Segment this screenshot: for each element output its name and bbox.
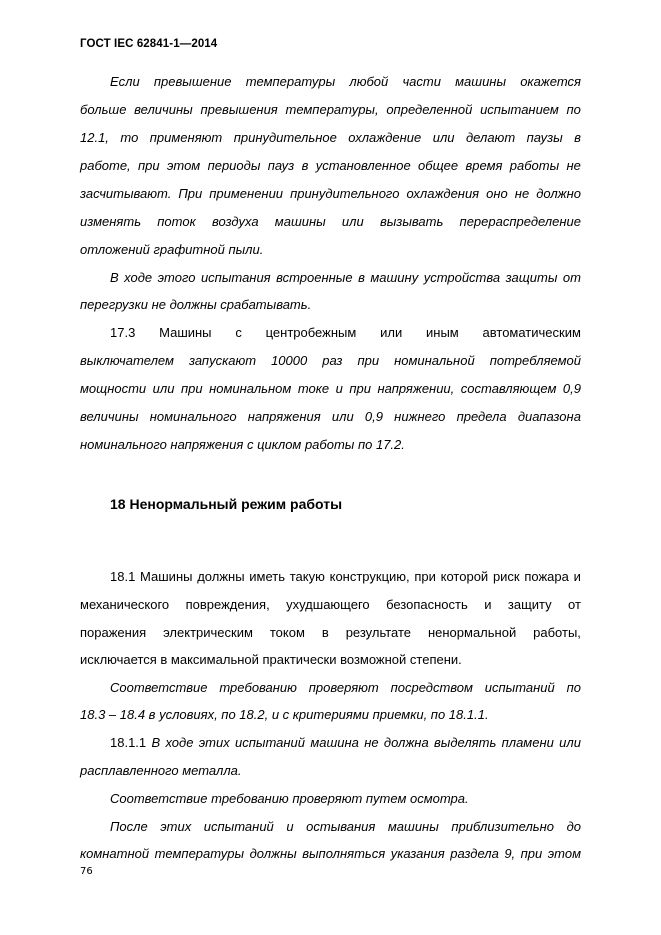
text-line xyxy=(80,381,581,397)
word: время xyxy=(465,158,503,173)
word: центробежным xyxy=(265,325,357,340)
word: проверяют xyxy=(308,680,379,695)
word: остывания xyxy=(306,819,376,834)
word: конструкцию, xyxy=(329,569,410,584)
word: 0,9 xyxy=(364,409,383,424)
word: воздуха xyxy=(211,214,259,229)
word: испытанием xyxy=(480,102,559,117)
word: выключателем xyxy=(80,353,174,368)
word: при xyxy=(357,353,380,368)
word: испытаний xyxy=(235,735,306,750)
word: работе, xyxy=(80,158,131,173)
word: повреждения, xyxy=(185,597,270,612)
word: номинального xyxy=(149,409,237,424)
word: пауз xyxy=(267,158,295,173)
word: потребляемой xyxy=(489,353,581,368)
word: работы xyxy=(509,158,560,173)
word: раздела xyxy=(450,846,499,861)
word: при xyxy=(349,381,371,396)
text-line xyxy=(80,102,581,118)
word: не xyxy=(364,735,379,750)
text-line xyxy=(110,325,581,341)
word: температуры xyxy=(154,846,245,861)
text-line xyxy=(80,214,581,230)
word: при xyxy=(414,569,436,584)
text-line xyxy=(80,158,581,174)
word: машины xyxy=(455,74,507,89)
word: 17.3 xyxy=(110,325,136,340)
word: величины xyxy=(134,102,193,117)
word: нижнего xyxy=(394,409,446,424)
word: определенной xyxy=(386,102,473,117)
word: вызывать xyxy=(379,214,444,229)
word: при xyxy=(180,381,203,396)
word: этом xyxy=(167,158,201,173)
word: поражения xyxy=(80,625,147,640)
word: выделять xyxy=(434,735,497,750)
word: и xyxy=(484,597,492,612)
word: охлаждения xyxy=(406,186,480,201)
word: риск xyxy=(492,569,520,584)
word: ходе xyxy=(124,270,153,285)
word: должны xyxy=(249,846,297,861)
word: Машины xyxy=(159,325,212,340)
word: мощности xyxy=(80,381,147,396)
word: то xyxy=(120,130,139,145)
word: температуры xyxy=(245,74,336,89)
word: механического xyxy=(80,597,170,612)
text-line xyxy=(110,735,581,751)
word: После xyxy=(110,819,148,834)
word: раз xyxy=(322,353,343,368)
word: превышения xyxy=(200,102,278,117)
word: защиту xyxy=(507,597,552,612)
word: этих xyxy=(198,735,230,750)
text-line xyxy=(110,74,581,90)
word: при xyxy=(520,846,543,861)
text-line xyxy=(110,680,581,696)
word: предела xyxy=(456,409,507,424)
word: встроенные xyxy=(276,270,353,285)
word: и xyxy=(335,381,343,396)
word: не xyxy=(514,186,530,201)
word: перераспределение xyxy=(459,214,581,229)
word: выполняться xyxy=(302,846,386,861)
word: или xyxy=(341,214,364,229)
section-heading: 18 Ненормальный режим работы xyxy=(110,496,343,512)
word: больше xyxy=(80,102,127,117)
word: испытаний xyxy=(484,680,555,695)
text-line xyxy=(80,846,581,862)
text-line: 18.3 – 18.4 в условиях, по 18.2, и с критериями приемки, по 18.1.1. xyxy=(80,707,489,722)
word: испытания xyxy=(200,270,271,285)
text-line: Соответствие требованию проверяют путем осмотра. xyxy=(110,791,469,806)
word: 18.1.1 xyxy=(110,735,147,750)
text-line: отложений графитной пыли. xyxy=(80,242,264,257)
word: применении xyxy=(209,186,284,201)
word: работы, xyxy=(533,625,581,640)
word: такую xyxy=(289,569,325,584)
text-line xyxy=(80,409,581,425)
word: пожара xyxy=(524,569,569,584)
word: установленное xyxy=(315,158,411,173)
word: от xyxy=(562,270,581,285)
word: или xyxy=(559,735,581,750)
word: диапазона xyxy=(517,409,581,424)
word: периоды xyxy=(207,158,261,173)
text-line: номинального напряжения с циклом работы по 17.2. xyxy=(80,437,405,452)
word: пламени xyxy=(501,735,554,750)
text-line xyxy=(80,353,581,369)
word: этом xyxy=(547,846,581,861)
word: величины xyxy=(80,409,139,424)
word: 12.1, xyxy=(80,130,109,145)
word: или xyxy=(152,381,175,396)
text-line xyxy=(110,569,581,585)
word: напряжении, xyxy=(377,381,455,396)
word: составляющем xyxy=(460,381,557,396)
word: В xyxy=(151,735,161,750)
word: защиты xyxy=(505,270,558,285)
word: поток xyxy=(157,214,196,229)
word: должна xyxy=(383,735,429,750)
word: не xyxy=(566,158,581,173)
word: или xyxy=(331,409,354,424)
document-header: ГОСТ IEC 62841-1—2014 xyxy=(80,38,218,50)
word: по xyxy=(566,680,581,695)
word: номинальной xyxy=(394,353,475,368)
word: приблизительно xyxy=(451,819,554,834)
word: изменять xyxy=(80,214,142,229)
word: превышение xyxy=(153,74,232,89)
word: и xyxy=(286,819,294,834)
word: испытаний xyxy=(203,819,274,834)
word: Соответствие xyxy=(110,680,208,695)
word: в xyxy=(574,130,581,145)
text-line xyxy=(80,597,581,613)
text-line xyxy=(80,130,581,146)
word: принудительное xyxy=(233,130,337,145)
word: токе xyxy=(297,381,330,396)
word: при xyxy=(138,158,160,173)
word: машины xyxy=(274,214,326,229)
word: этого xyxy=(157,270,196,285)
word: электрическим xyxy=(163,625,253,640)
word: с xyxy=(235,325,242,340)
text-line xyxy=(80,625,581,641)
word: до xyxy=(566,819,581,834)
word: посредством xyxy=(390,680,473,695)
text-line: перегрузки не должны срабатывать. xyxy=(80,297,312,312)
word: в xyxy=(358,270,365,285)
word: засчитывают. xyxy=(80,186,172,201)
word: или xyxy=(380,325,403,340)
word: При xyxy=(178,186,203,201)
word: ухудшающего xyxy=(286,597,370,612)
word: по xyxy=(566,102,581,117)
word: иным xyxy=(426,325,459,340)
text-line xyxy=(110,819,581,835)
word: от xyxy=(568,597,581,612)
word: номинальном xyxy=(209,381,292,396)
word: указания xyxy=(390,846,445,861)
word: ненормальной xyxy=(427,625,517,640)
word: паузы xyxy=(526,130,563,145)
word: запускают xyxy=(188,353,257,368)
word: должны xyxy=(197,569,245,584)
text-line xyxy=(110,270,581,286)
word: любой xyxy=(349,74,389,89)
word: 10000 xyxy=(271,353,308,368)
word: в xyxy=(301,158,309,173)
word: машина xyxy=(310,735,359,750)
word: машины xyxy=(387,819,439,834)
word: ходе xyxy=(165,735,194,750)
word: результате xyxy=(345,625,412,640)
page-number: 76 xyxy=(80,866,93,877)
word: делают xyxy=(466,130,516,145)
text-line: расплавленного металла. xyxy=(80,763,242,778)
word: 9, xyxy=(504,846,516,861)
word: безопасность xyxy=(386,597,468,612)
word: устройства xyxy=(423,270,501,285)
word: 18.1 xyxy=(110,569,136,584)
word: или xyxy=(432,130,455,145)
word: требованию xyxy=(219,680,297,695)
word: Если xyxy=(110,74,140,89)
word: автоматическим xyxy=(482,325,581,340)
word: комнатной xyxy=(80,846,150,861)
word: должно xyxy=(536,186,581,201)
word: общее xyxy=(418,158,459,173)
word: охлаждение xyxy=(348,130,422,145)
text-line: исключается в максимальной практически возможной степени. xyxy=(80,652,462,667)
word: и xyxy=(573,569,581,584)
word: температуры, xyxy=(285,102,379,117)
word: этих xyxy=(160,819,192,834)
word: напряжения xyxy=(247,409,321,424)
word: части xyxy=(402,74,441,89)
word: машину xyxy=(370,270,419,285)
word: иметь xyxy=(249,569,286,584)
text-line xyxy=(80,186,581,202)
word: которой xyxy=(440,569,489,584)
word: оно xyxy=(486,186,508,201)
word: током xyxy=(269,625,305,640)
word: окажется xyxy=(520,74,581,89)
word: применяют xyxy=(149,130,223,145)
word: 0,9 xyxy=(562,381,581,396)
word: В xyxy=(110,270,119,285)
word: принудительного xyxy=(290,186,400,201)
word: в xyxy=(321,625,329,640)
word: Машины xyxy=(140,569,193,584)
